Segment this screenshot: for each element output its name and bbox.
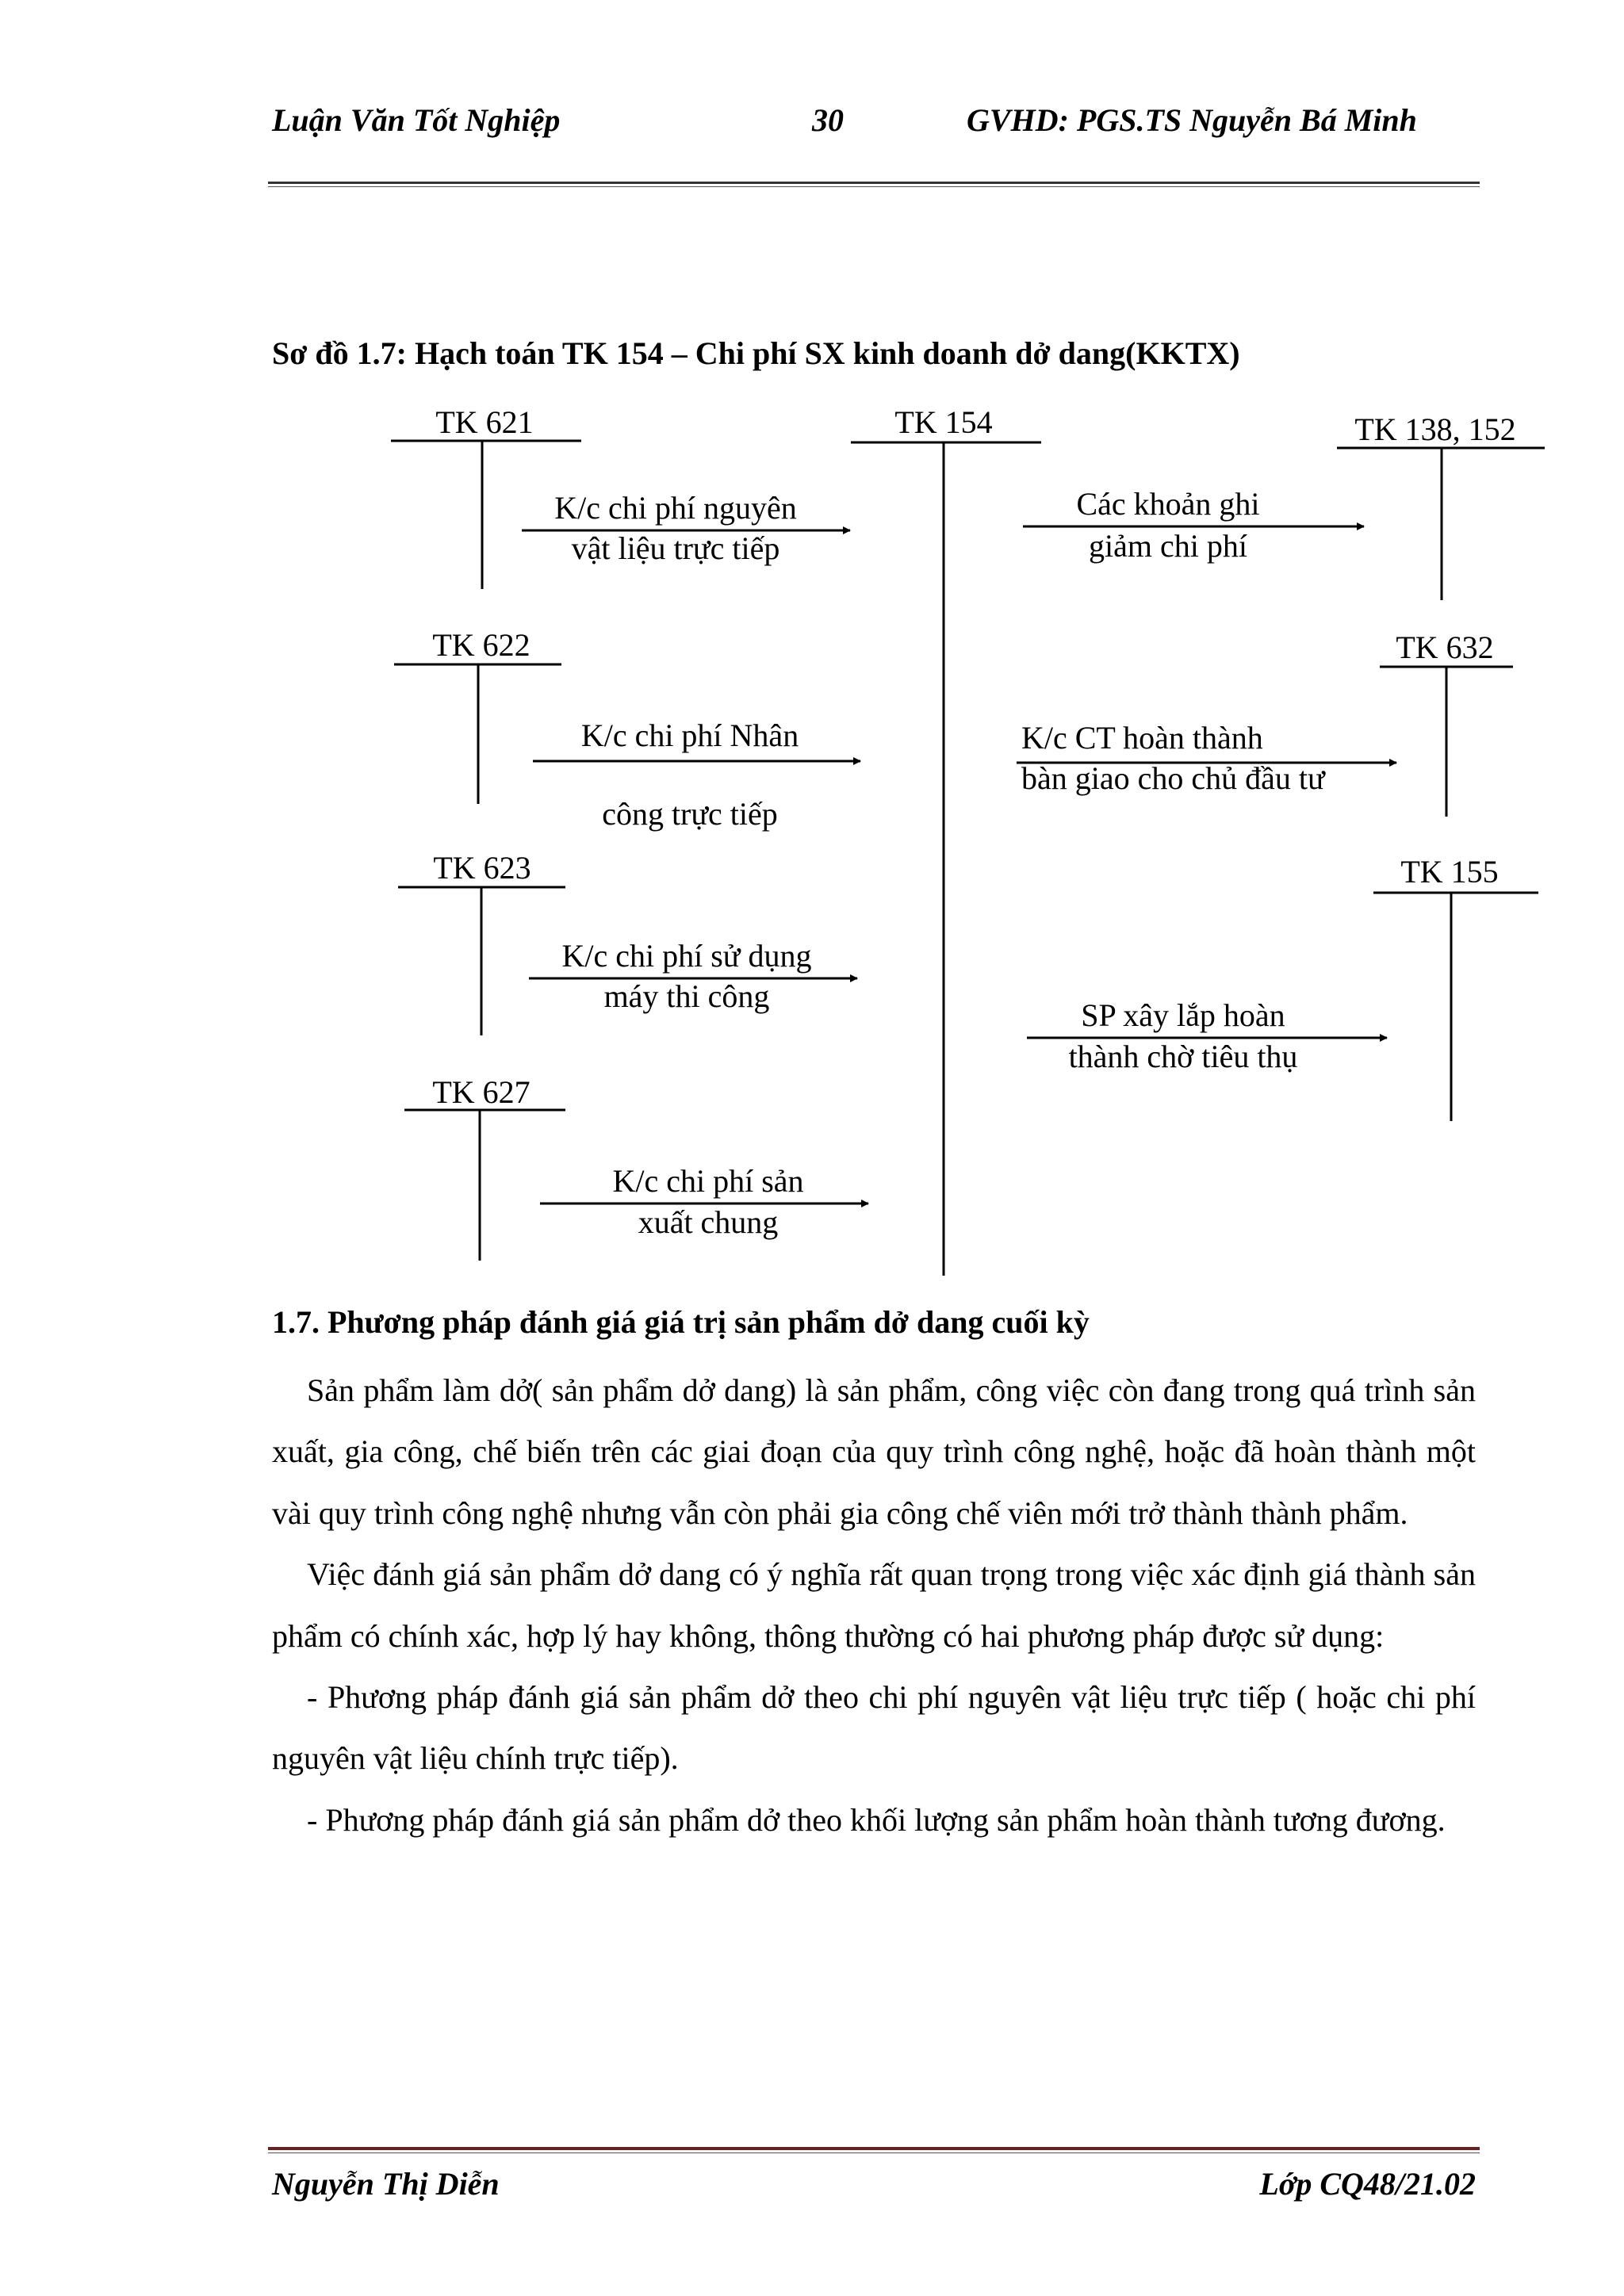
footer-author: Nguyễn Thị Diễn xyxy=(272,2166,500,2202)
tk627-label: TK 627 xyxy=(432,1074,530,1110)
flow-627-line2: xuất chung xyxy=(638,1204,779,1240)
tk623-label: TK 623 xyxy=(433,850,531,886)
flow-138-line1: Các khoản ghi xyxy=(1076,486,1260,522)
section-heading: 1.7. Phương pháp đánh giá giá trị sản phẩm dở dang cuối kỳ xyxy=(272,1304,1090,1340)
footer-rule-thick xyxy=(268,2147,1480,2150)
header-advisor: GVHD: PGS.TS Nguyễn Bá Minh xyxy=(967,102,1417,138)
diagram-title: Sơ đồ 1.7: Hạch toán TK 154 – Chi phí SX kinh doanh dở dang(KKTX) xyxy=(272,335,1240,371)
tk621-label: TK 621 xyxy=(435,404,534,440)
flow-632-line1: K/c CT hoàn thành xyxy=(1021,720,1263,756)
flow-623-line2: máy thi công xyxy=(603,978,770,1014)
tk622-label: TK 622 xyxy=(432,627,530,663)
flow-155-line1: SP xây lắp hoàn xyxy=(1081,997,1285,1033)
paragraph-1: Sản phẩm làm dở( sản phẩm dở dang) là sản phẩm, công việc còn đang trong quá trình sản xuất, gia công, chế biến trên các giai đoạn của quy trình công nghệ, hoặc đã hoàn thành một vài quy trình công nghệ nhưng vẫn còn phải gia công chế viên mới trở thành thành phẩm. xyxy=(272,1372,1476,1531)
paragraph-2: Việc đánh giá sản phẩm dở dang có ý nghĩa rất quan trọng trong việc xác định giá thành sản phẩm có chính xác, hợp lý hay không, thông thường có hai phương pháp được sử dụng: xyxy=(272,1556,1476,1654)
tk632-label: TK 632 xyxy=(1396,629,1494,665)
tk154-label: TK 154 xyxy=(894,404,993,440)
tk155-label: TK 155 xyxy=(1400,854,1499,890)
flow-627-line1: K/c chi phí sản xyxy=(612,1163,804,1199)
header-author-title: Luận Văn Tốt Nghiệp xyxy=(272,102,561,138)
flow-155-line2: thành chờ tiêu thụ xyxy=(1068,1039,1298,1074)
tk138-152-label: TK 138, 152 xyxy=(1354,411,1516,447)
flow-621-line2: vật liệu trực tiếp xyxy=(571,530,780,566)
flow-138-line2: giảm chi phí xyxy=(1089,528,1247,564)
flow-622-line1: K/c chi phí Nhân xyxy=(580,718,799,753)
flow-632-line2: bàn giao cho chủ đầu tư xyxy=(1021,760,1325,796)
paragraph-3: - Phương pháp đánh giá sản phẩm dở theo chi phí nguyên vật liệu trực tiếp ( hoặc chi phí nguyên vật liệu chính trực tiếp). xyxy=(272,1679,1476,1777)
footer-class: Lớp CQ48/21.02 xyxy=(1259,2166,1476,2202)
footer-rule-thin xyxy=(268,2152,1480,2153)
flow-621-line1: K/c chi phí nguyên xyxy=(554,490,797,526)
flow-623-line1: K/c chi phí sử dụng xyxy=(561,938,812,974)
section-body xyxy=(272,1360,1476,1850)
flow-622-line2: công trực tiếp xyxy=(602,796,778,832)
page-number: 30 xyxy=(812,102,844,138)
paragraph-4: - Phương pháp đánh giá sản phẩm dở theo khối lượng sản phẩm hoàn thành tương đương. xyxy=(307,1801,1446,1838)
